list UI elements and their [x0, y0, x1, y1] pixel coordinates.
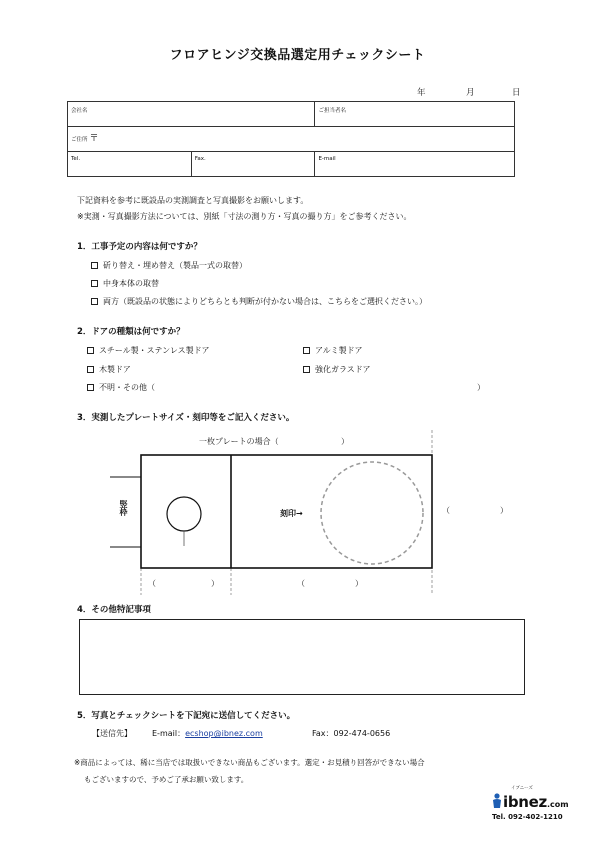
- tel-field[interactable]: [68, 152, 192, 177]
- door-frame-label: 竪枠: [119, 500, 128, 516]
- intro-line-1: 下記資料を参考に既設品の実測調査と写真撮影をお願いします。: [77, 196, 309, 205]
- zip-mark: 〒: [89, 134, 99, 144]
- dest-label: 【送信先】: [92, 729, 132, 738]
- person-field[interactable]: [315, 102, 515, 127]
- q2-title: 2．ドアの種類は何ですか？: [77, 327, 185, 337]
- customer-info-table: [67, 101, 515, 177]
- footnote-line-1: ※商品によっては、稀に当店では取扱いできない商品もございます。選定・お見積り回答ができない場合: [74, 758, 425, 767]
- logo-name: ibnez: [503, 793, 547, 811]
- logo: [491, 792, 569, 811]
- paren-close: ）: [355, 579, 363, 588]
- checkbox[interactable]: [87, 347, 94, 354]
- q5-title: 5．写真とチェックシートを下記宛に送信してください。: [77, 711, 296, 721]
- logo-mark-icon: [491, 793, 503, 809]
- paren-close: ）: [211, 579, 219, 588]
- logo-kana: イブニーズ: [511, 786, 533, 791]
- paren-open: （: [442, 506, 450, 515]
- notes-textarea[interactable]: [79, 619, 525, 695]
- checkbox[interactable]: [87, 366, 94, 373]
- q1-option[interactable]: 両方（既設品の状態によりどちらとも判断が付かない場合は、こちらをご選択ください。）: [91, 296, 427, 307]
- paren-open: （: [148, 579, 156, 588]
- address-field[interactable]: [68, 127, 515, 152]
- email-label: E-mail: [318, 156, 336, 162]
- page-title: フロアヒンジ交換品選定用チェックシート: [169, 48, 426, 63]
- q1-title: 1．工事予定の内容は何ですか？: [77, 242, 202, 252]
- logo-tel: Tel. 092-402-1210: [492, 813, 563, 821]
- checkbox[interactable]: [303, 347, 310, 354]
- paren-open: （: [297, 579, 305, 588]
- email-line: E-mail：ecshop@ibnez.com: [152, 729, 263, 738]
- checkbox[interactable]: [91, 262, 98, 269]
- q2-option[interactable]: スチール製・ステンレス製ドア: [87, 345, 209, 356]
- q3-title: 3．実測したプレートサイズ・刻印等をご記入ください。: [77, 413, 295, 423]
- date-year: 年: [417, 88, 426, 98]
- q1-option[interactable]: 中身本体の取替: [91, 278, 159, 289]
- address-label: ご住所: [71, 137, 88, 143]
- q2-option[interactable]: アルミ製ドア: [303, 345, 362, 356]
- footnote-line-2: もございますので、予めご了承お願い致します。: [84, 775, 249, 784]
- email-link[interactable]: ecshop@ibnez.com: [185, 729, 263, 738]
- intro-line-2: ※実測・写真撮影方法については、別紙「寸法の測り方・写真の撮り方」をご参考ください。: [77, 212, 412, 221]
- q2-other-close: ）: [477, 383, 485, 392]
- date-month: 月: [466, 88, 475, 98]
- fax-number: Fax：092-474-0656: [312, 729, 391, 738]
- person-label: ご担当者名: [318, 108, 346, 114]
- email-field[interactable]: [315, 152, 515, 177]
- tel-label: Tel.: [71, 156, 81, 162]
- checkbox[interactable]: [87, 384, 94, 391]
- fax-label: Fax.: [194, 156, 206, 162]
- q2-option[interactable]: 不明・その他（: [87, 382, 155, 393]
- stamp-label: 刻印→: [280, 509, 303, 518]
- fax-field[interactable]: [191, 152, 315, 177]
- plate-size-label: 一枚プレートの場合（: [199, 437, 279, 446]
- company-label: 会社名: [71, 108, 88, 114]
- checkbox[interactable]: [91, 280, 98, 287]
- logo-domain: .com: [546, 800, 569, 809]
- checkbox[interactable]: [91, 298, 98, 305]
- checkbox[interactable]: [303, 366, 310, 373]
- q2-option[interactable]: 強化ガラスドア: [303, 364, 371, 375]
- plate-size-close: ）: [341, 437, 349, 446]
- date-day: 日: [512, 88, 521, 98]
- company-field[interactable]: [68, 102, 315, 127]
- q2-option[interactable]: 木製ドア: [87, 364, 131, 375]
- q1-option[interactable]: 斫り替え・埋め替え（製品一式の取替）: [91, 260, 247, 271]
- q4-title: 4．その他特記事項: [77, 605, 151, 615]
- paren-close: ）: [500, 506, 508, 515]
